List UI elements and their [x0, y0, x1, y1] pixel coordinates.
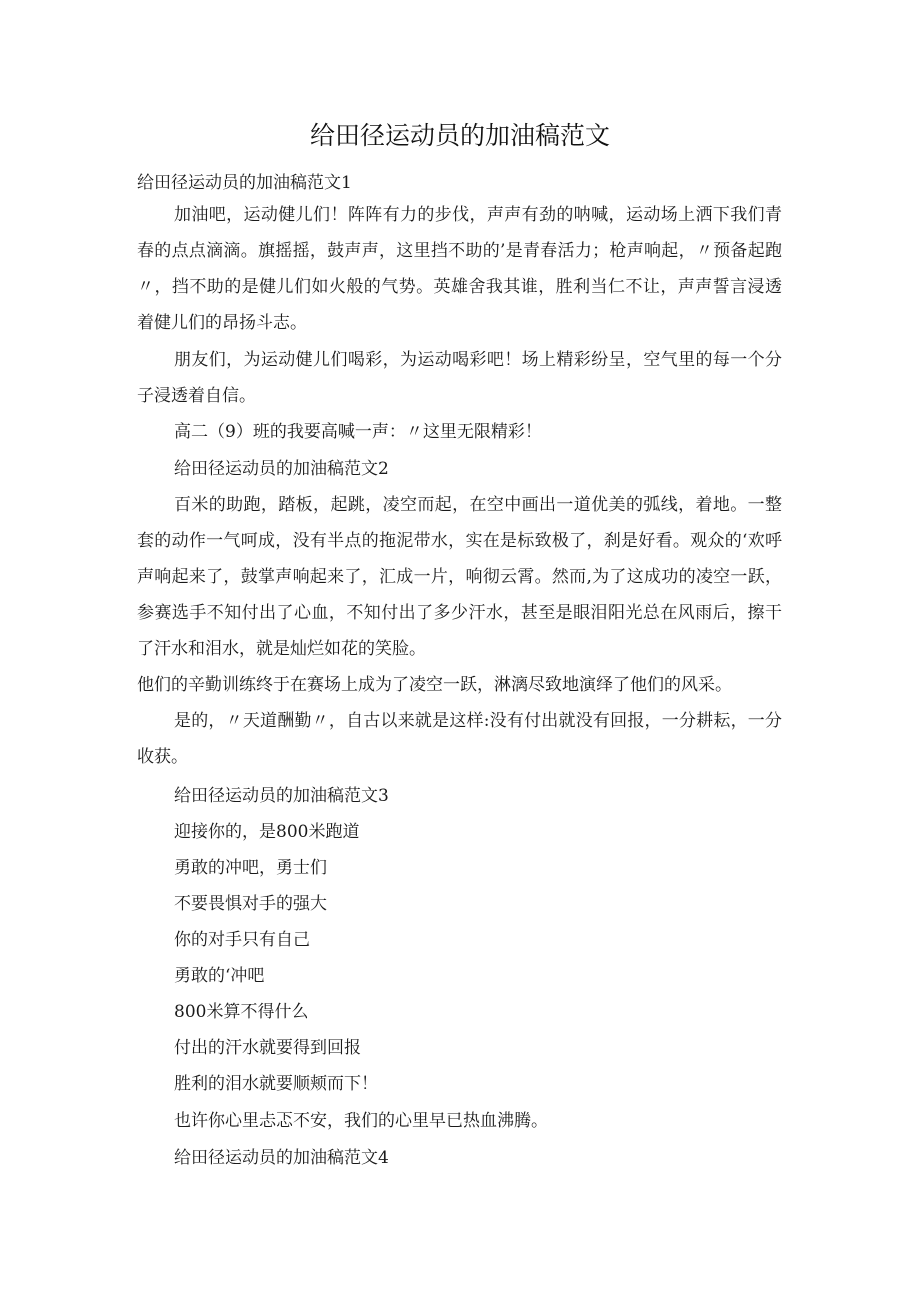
section-heading-2: 给田径运动员的加油稿范文2 [174, 459, 389, 479]
poem-line: 勇敢的冲吧，勇士们 [174, 858, 327, 878]
section-heading-4: 给田径运动员的加油稿范文4 [174, 1148, 389, 1168]
poem-line: 迎接你的，是800米跑道 [174, 822, 360, 842]
paragraph-6: 是的，〃天道酬勤〃，自古以来就是这样:没有付出就没有回报，一分耕耘，一分收获。 [137, 711, 782, 767]
paragraph-3: 高二（9）班的我要高喊一声：〃这里无限精彩！ [174, 422, 542, 442]
paragraph-5: 他们的辛勤训练终于在赛场上成为了凌空一跃，淋漓尽致地演绎了他们的风采。 [137, 675, 732, 695]
poem-line: 800米算不得什么 [174, 1002, 309, 1022]
paragraph-4: 百米的助跑，踏板，起跳，凌空而起，在空中画出一道优美的弧线，着地。一整套的动作一气呵成，没有半点的拖泥带水，实在是标致极了，刹是好看。观众的‘欢呼声响起来了，鼓掌声响起来了，汇成一片，响彻云霄。然而,为了这成功的凌空一跃，参赛选手不知付出了心血，不知付出了多少汗水，甚至是眼泪阳光总在风雨后，擦干了汗水和泪水，就是灿烂如花的笑脸。 [137, 495, 782, 659]
section-heading-3: 给田径运动员的加油稿范文3 [174, 786, 389, 806]
paragraph-2: 朋友们，为运动健儿们喝彩，为运动喝彩吧！场上精彩纷呈，空气里的每一个分子浸透着自信。 [137, 350, 782, 406]
poem-line: 勇敢的‘冲吧 [174, 966, 265, 986]
poem-line: 也许你心里忐忑不安，我们的心里早已热血沸腾。 [174, 1111, 548, 1131]
section-heading-1: 给田径运动员的加油稿范文1 [137, 173, 352, 193]
paragraph-1: 加油吧，运动健儿们！阵阵有力的步伐，声声有劲的呐喊，运动场上洒下我们青春的点点滴滴。旗摇摇，鼓声声，这里挡不助的’是青春活力；枪声响起，〃预备起跑〃，挡不助的是健儿们如火般的气势。英雄舍我其谁，胜利当仁不让，声声誓言浸透着健儿们的昂扬斗志。 [137, 205, 782, 333]
poem-line: 付出的汗水就要得到回报 [174, 1038, 361, 1058]
poem-line: 不要畏惧对手的强大 [174, 894, 327, 914]
document-title: 给田径运动员的加油稿范文 [309, 121, 610, 150]
poem-line: 胜利的泪水就要顺颊而下！ [174, 1074, 378, 1094]
poem-line: 你的对手只有自己 [174, 930, 310, 950]
